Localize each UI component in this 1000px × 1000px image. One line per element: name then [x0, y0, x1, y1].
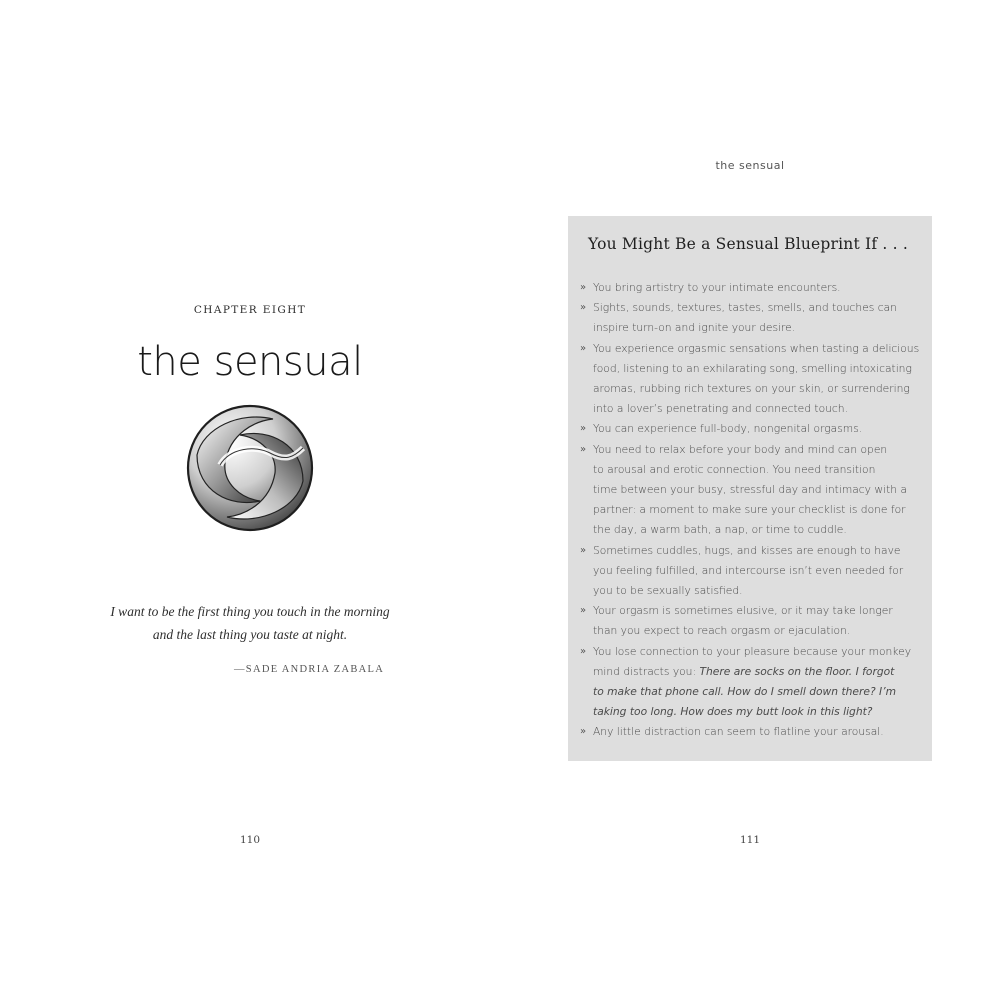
- list-item: [580, 298, 920, 338]
- running-head: the sensual: [715, 159, 785, 172]
- list-item-text: aromas, rubbing rich textures on your skin, or surrendering: [593, 382, 910, 396]
- list-item-text: You lose connection to your pleasure because your monkey: [593, 644, 912, 658]
- list-item-text: the day, a warm bath, a nap, or time to cuddle.: [593, 523, 847, 537]
- list-item: [580, 601, 920, 641]
- bullet-icon: »: [580, 443, 587, 455]
- epigraph-line: I want to be the first thing you touch in the morning: [110, 604, 390, 619]
- list-item-text: you to be sexually satisfied.: [593, 584, 743, 598]
- list-item: [580, 722, 920, 742]
- epigraph-attribution: —SADE ANDRIA ZABALA: [234, 664, 385, 675]
- bullet-icon: »: [580, 282, 587, 293]
- list-item-text: You can experience full-body, nongenital orgasms.: [593, 422, 863, 436]
- list-item-text: you feeling fulfilled, and intercourse isn’t even needed for: [593, 563, 904, 577]
- list-item-text: [593, 662, 920, 682]
- list-item-text-italic: to make that phone call. How do I smell down there? I’m: [593, 685, 896, 699]
- list-item: [580, 541, 920, 602]
- list-item: [580, 642, 920, 723]
- list-item-text-plain: mind distracts you:: [593, 664, 700, 678]
- list-item: [580, 440, 920, 541]
- bullet-icon: »: [580, 423, 587, 435]
- chapter-title: the sensual: [137, 339, 363, 385]
- bullet-icon: »: [580, 342, 587, 354]
- epigraph-line: and the last thing you taste at night.: [152, 627, 348, 642]
- list-item-text: You experience orgasmic sensations when tasting a delicious: [593, 341, 920, 355]
- list-item-text: than you expect to reach orgasm or ejaculation.: [593, 624, 851, 638]
- list-item: [580, 339, 920, 420]
- chapter-label: CHAPTER EIGHT: [193, 304, 307, 316]
- list-item-text: Your orgasm is sometimes elusive, or it may take longer: [593, 604, 893, 618]
- list-item-text: into a lover’s penetrating and connected touch.: [593, 402, 848, 416]
- bullet-icon: »: [580, 544, 587, 556]
- list-item-text: food, listening to an exhilarating song, smelling intoxicating: [593, 361, 912, 375]
- list-item-text: partner: a moment to make sure your checklist is done for: [593, 503, 906, 517]
- page-number: 111: [739, 834, 761, 846]
- list-item-text: Sometimes cuddles, hugs, and kisses are enough to have: [593, 543, 901, 557]
- list-item-text: inspire turn-on and ignite your desire.: [593, 321, 796, 335]
- list-item-text-italic: taking too long. How does my butt look in this light?: [593, 705, 873, 719]
- list-item: [580, 419, 920, 439]
- list-item-text: Sights, sounds, textures, tastes, smells, and touches can: [593, 301, 897, 315]
- list-item-text-italic: There are socks on the floor. I forgot: [699, 664, 895, 678]
- bullet-icon: »: [580, 605, 587, 617]
- list-item-text: Any little distraction can seem to flatline your arousal.: [593, 725, 884, 739]
- sidebar-heading: You Might Be a Sensual Blueprint If . . .: [588, 235, 909, 253]
- list-item-text: You need to relax before your body and mind can open: [593, 442, 888, 456]
- list-item-text: You bring artistry to your intimate encounters.: [593, 281, 841, 294]
- bullet-icon: »: [580, 726, 587, 738]
- bullet-icon: »: [580, 645, 587, 657]
- bullet-icon: »: [580, 302, 587, 314]
- page-number: 110: [239, 834, 261, 846]
- right-page: [500, 0, 1000, 1000]
- epigraph: [60, 600, 440, 646]
- sensual-blueprint-swirl-icon: [185, 403, 315, 533]
- list-item: [580, 278, 920, 298]
- list-item-text: to arousal and erotic connection. You need transition: [593, 462, 876, 476]
- blueprint-list: [580, 278, 920, 743]
- list-item-text: time between your busy, stressful day and intimacy with a: [593, 483, 908, 497]
